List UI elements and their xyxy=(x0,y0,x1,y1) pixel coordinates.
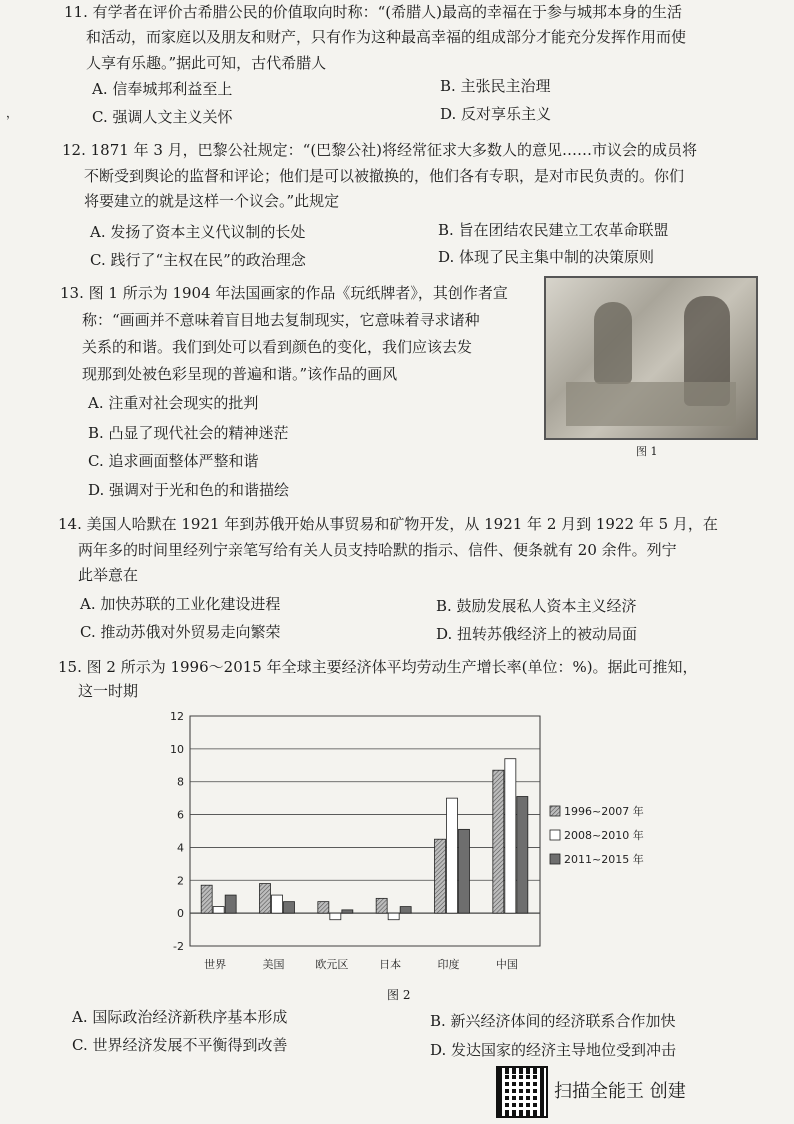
margin-mark: ， xyxy=(6,106,19,120)
x-tick-label: 日本 xyxy=(379,958,402,971)
y-tick-label: -2 xyxy=(173,940,184,953)
x-tick-label: 印度 xyxy=(437,958,460,971)
x-tick-label: 美国 xyxy=(262,958,285,971)
bar-2-0 xyxy=(225,895,236,913)
q13-option-d[interactable]: D. 强调对于光和色的和谐描绘 xyxy=(88,481,290,499)
bar-2-1 xyxy=(284,902,295,914)
legend-swatch xyxy=(550,806,560,816)
legend-swatch xyxy=(550,830,560,840)
bar-2-2 xyxy=(342,910,353,913)
q14-option-b[interactable]: B. 鼓励发展私人资本主义经济 xyxy=(436,597,637,615)
bar-1-1 xyxy=(272,895,283,913)
chart-frame xyxy=(190,716,540,946)
bar-1-4 xyxy=(447,798,458,913)
q15-line-2: 这一时期 xyxy=(78,682,139,700)
q13-line-4: 现那到处被色彩呈现的普遍和谐。”该作品的画风 xyxy=(82,365,398,383)
figure-1-caption: 图 1 xyxy=(636,445,658,458)
scan-watermark: 扫描全能王 创建 xyxy=(554,1081,686,1102)
q11-option-b[interactable]: B. 主张民主治理 xyxy=(440,77,551,95)
q14-line-1: 14. 美国人哈默在 1921 年到苏俄开始从事贸易和矿物开发，从 1921 年 2 月到 1922 年 5 月，在 xyxy=(58,515,718,533)
chart-legend xyxy=(550,804,644,866)
q12-line-1: 12. 1871 年 3 月，巴黎公社规定：“(巴黎公社)将经常征求大多数人的意见……市议会的成员将 xyxy=(62,141,698,159)
q13-line-1: 13. 图 1 所示为 1904 年法国画家的作品《玩纸牌者》，其创作者宣 xyxy=(60,284,508,302)
x-tick-label: 世界 xyxy=(204,958,227,971)
q12-option-d[interactable]: D. 体现了民主集中制的决策原则 xyxy=(438,248,655,266)
q11-line-1: 11. 有学者在评价古希腊公民的价值取向时称：“(希腊人)最高的幸福在于参与城邦本身的生活 xyxy=(64,3,682,21)
bar-0-4 xyxy=(435,839,446,913)
q11-line-2: 和活动，而家庭以及朋友和财产，只有作为这种最高幸福的组成部分才能充分发挥作用而使 xyxy=(86,28,687,46)
q15-option-a[interactable]: A. 国际政治经济新秩序基本形成 xyxy=(72,1008,288,1026)
y-tick-label: 0 xyxy=(177,907,184,921)
q14-line-2: 两年多的时间里经列宁亲笔写给有关人员支持哈默的指示、信件、便条就有 20 余件。列宁 xyxy=(78,541,677,559)
bar-1-5 xyxy=(505,759,516,913)
y-tick-label: 10 xyxy=(170,742,184,756)
legend-label: 2008~2010 年 xyxy=(564,829,644,842)
y-tick-label: 12 xyxy=(170,710,184,723)
q15-option-c[interactable]: C. 世界经济发展不平衡得到改善 xyxy=(72,1036,288,1054)
q14-option-d[interactable]: D. 扭转苏俄经济上的被动局面 xyxy=(436,625,638,643)
q13-option-b[interactable]: B. 凸显了现代社会的精神迷茫 xyxy=(88,424,289,442)
legend-label: 1996~2007 年 xyxy=(564,805,644,818)
bar-2-4 xyxy=(459,829,470,913)
q12-line-2: 不断受到舆论的监督和评论；他们是可以被撤换的，他们各有专职，是对市民负责的。你们 xyxy=(84,167,685,185)
bar-2-3 xyxy=(400,907,411,914)
bar-0-1 xyxy=(260,884,271,914)
x-tick-label: 中国 xyxy=(495,958,518,971)
q12-option-a[interactable]: A. 发扬了资本主义代议制的长处 xyxy=(90,223,306,241)
bar-1-0 xyxy=(213,907,224,914)
q11-option-c[interactable]: C. 强调人文主义关怀 xyxy=(92,108,233,126)
q15-option-d[interactable]: D. 发达国家的经济主导地位受到冲击 xyxy=(430,1041,677,1059)
bar-0-5 xyxy=(493,770,504,913)
q11-line-3: 人享有乐趣。”据此可知，古代希腊人 xyxy=(86,54,327,72)
bar-0-0 xyxy=(201,885,212,913)
q14-line-3: 此举意在 xyxy=(78,566,139,584)
painting-table xyxy=(566,382,736,426)
q12-line-3: 将要建立的就是这样一个议会。”此规定 xyxy=(84,192,340,210)
q14-option-c[interactable]: C. 推动苏俄对外贸易走向繁荣 xyxy=(80,623,281,641)
y-tick-label: 2 xyxy=(177,874,184,888)
bar-0-2 xyxy=(318,902,329,914)
q13-option-a[interactable]: A. 注重对社会现实的批判 xyxy=(88,394,259,412)
bar-0-3 xyxy=(376,898,387,913)
figure-2-caption: 图 2 xyxy=(387,988,411,1002)
q13-line-2: 称：“画画并不意味着盲目地去复制现实，它意味着寻求诸种 xyxy=(82,311,480,329)
q14-option-a[interactable]: A. 加快苏联的工业化建设进程 xyxy=(80,595,281,613)
chart-bars xyxy=(201,759,528,920)
legend-swatch xyxy=(550,854,560,864)
bar-1-2 xyxy=(330,913,341,920)
painting-figure-left xyxy=(594,302,632,384)
legend-label: 2011~2015 年 xyxy=(564,853,644,866)
chart-grid xyxy=(190,716,540,946)
q11-option-a[interactable]: A. 信奉城邦利益至上 xyxy=(92,80,233,98)
x-tick-label: 欧元区 xyxy=(315,958,349,971)
y-tick-label: 6 xyxy=(177,808,184,822)
productivity-growth-chart xyxy=(160,706,680,976)
q12-option-c[interactable]: C. 践行了“主权在民”的政治理念 xyxy=(90,251,306,269)
q12-option-b[interactable]: B. 旨在团结农民建立工农革命联盟 xyxy=(438,221,669,239)
q15-line-1: 15. 图 2 所示为 1996～2015 年全球主要经济体平均劳动生产增长率(单位：%)。据此可推知， xyxy=(58,658,698,676)
qr-code-icon[interactable] xyxy=(496,1066,548,1118)
q13-option-c[interactable]: C. 追求画面整体严整和谐 xyxy=(88,452,259,470)
bar-1-3 xyxy=(388,913,399,920)
bar-2-5 xyxy=(517,797,528,914)
q13-line-3: 关系的和谐。我们到处可以看到颜色的变化，我们应该去发 xyxy=(82,338,473,356)
q11-option-d[interactable]: D. 反对享乐主义 xyxy=(440,105,552,123)
q15-option-b[interactable]: B. 新兴经济体间的经济联系合作加快 xyxy=(430,1012,676,1030)
y-tick-label: 4 xyxy=(177,841,184,855)
painting-card-players xyxy=(544,276,758,440)
y-tick-label: 8 xyxy=(177,775,184,789)
